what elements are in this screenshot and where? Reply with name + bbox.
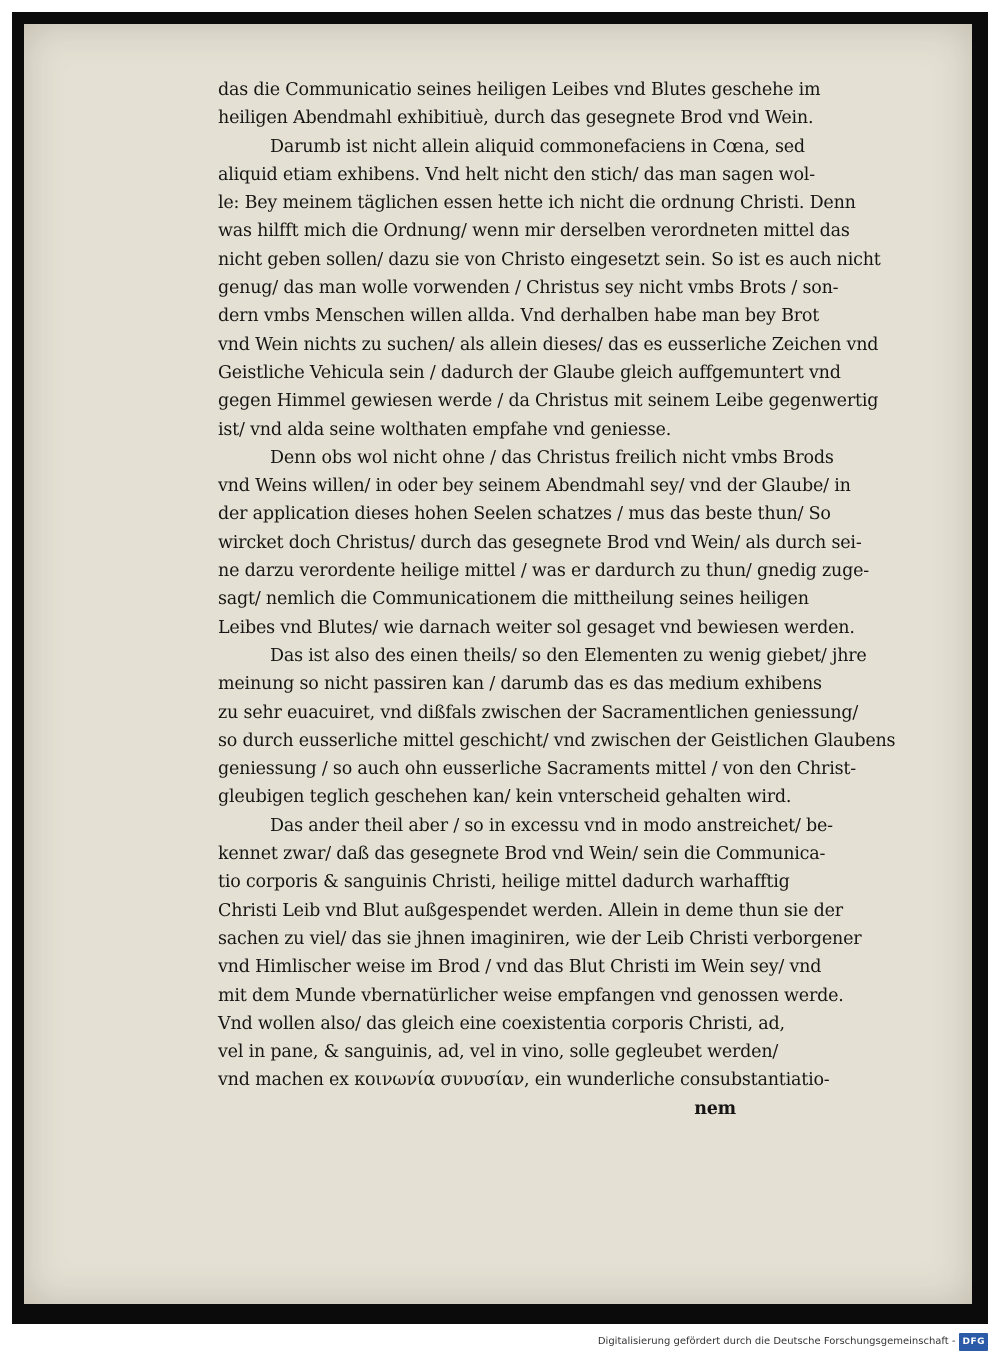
text-line: vnd machen ex κοινωνία συνυσίαν, ein wunderliche consubstantiatio-: [218, 1070, 830, 1091]
text-line: ist/ vnd alda seine wolthaten empfahe vnd geniesse.: [218, 419, 672, 440]
page-text: [218, 76, 896, 1123]
digitization-credit: [598, 1334, 988, 1350]
text-line: der application dieses hohen Seelen schatzes / mus das beste thun/ So: [218, 504, 831, 525]
text-line: wircket doch Christus/ durch das gesegnete Brod vnd Wein/ als durch sei-: [218, 532, 862, 553]
text-line: vnd Wein nichts zu suchen/ als allein dieses/ das es eusserliche Zeichen vnd: [218, 334, 879, 355]
text-line: gleubigen teglich geschehen kan/ kein vnterscheid gehalten wird.: [218, 787, 792, 808]
catchword: nem: [694, 1098, 736, 1119]
text-line: le: Bey meinem täglichen essen hette ich nicht die ordnung Christi. Denn: [218, 193, 856, 214]
text-line: Vnd wollen also/ das gleich eine coexistentia corporis Christi, ad,: [218, 1013, 785, 1034]
text-line: dern vmbs Menschen willen allda. Vnd derhalben habe man bey Brot: [218, 306, 820, 327]
text-line: Das ist also des einen theils/ so den Elementen zu wenig giebet/ jhre: [270, 645, 867, 666]
text-line: Christi Leib vnd Blut außgespendet werden. Allein in deme thun sie der: [218, 900, 843, 921]
text-line: genug/ das man wolle vorwenden / Christus sey nicht vmbs Brots / son-: [218, 278, 839, 299]
text-line: heiligen Abendmahl exhibitiuè, durch das gesegnete Brod vnd Wein.: [218, 108, 814, 129]
text-line: kennet zwar/ daß das gesegnete Brod vnd Wein/ sein die Communica-: [218, 844, 826, 865]
text-line: ne darzu verordente heilige mittel / was er dardurch zu thun/ gnedig zuge-: [218, 561, 869, 582]
dfg-logo: DFG: [959, 1333, 988, 1351]
text-line: Darumb ist nicht allein aliquid commonefaciens in Cœna, sed: [270, 136, 805, 157]
text-line: meinung so nicht passiren kan / darumb das es das medium exhibens: [218, 674, 822, 695]
text-line: aliquid etiam exhibens. Vnd helt nicht den stich/ das man sagen wol-: [218, 164, 815, 185]
credit-text: Digitalisierung gefördert durch die Deutsche Forschungsgemeinschaft -: [597, 1336, 956, 1347]
text-line: das die Communicatio seines heiligen Leibes vnd Blutes geschehe im: [218, 80, 821, 100]
text-line: Das ander theil aber / so in excessu vnd in modo anstreichet/ be-: [270, 815, 833, 836]
text-line: sagt/ nemlich die Communicationem die mittheilung seines heiligen: [218, 589, 809, 610]
text-line: Geistliche Vehicula sein / dadurch der Glaube gleich auffgemuntert vnd: [218, 362, 841, 383]
text-line: Leibes vnd Blutes/ wie darnach weiter sol gesaget vnd bewiesen werden.: [218, 617, 855, 638]
text-line: vnd Weins willen/ in oder bey seinem Abendmahl sey/ vnd der Glaube/ in: [218, 476, 851, 497]
text-line: zu sehr euacuiret, vnd dißfals zwischen der Sacramentlichen geniessung/: [218, 702, 859, 723]
text-line: vel in pane, & sanguinis, ad, vel in vino, solle gegleubet werden/: [218, 1042, 779, 1063]
text-line: mit dem Munde vbernatürlicher weise empfangen vnd genossen werde.: [218, 985, 844, 1006]
text-line: vnd Himlischer weise im Brod / vnd das Blut Christi im Wein sey/ vnd: [218, 957, 822, 978]
text-line: tio corporis & sanguinis Christi, heilige mittel dadurch warhafftig: [218, 872, 790, 893]
text-line: Denn obs wol nicht ohne / das Christus freilich nicht vmbs Brods: [270, 447, 834, 468]
text-line: was hilfft mich die Ordnung/ wenn mir derselben verordneten mittel das: [218, 221, 850, 242]
text-line: nicht geben sollen/ dazu sie von Christo eingesetzt sein. So ist es auch nicht: [218, 249, 881, 270]
text-line: sachen zu viel/ das sie jhnen imaginiren, wie der Leib Christi verborgener: [218, 928, 862, 949]
text-line: geniessung / so auch ohn eusserliche Sacraments mittel / von den Christ-: [218, 759, 856, 780]
text-line: gegen Himmel gewiesen werde / da Christus mit seinem Leibe gegenwertig: [218, 391, 879, 412]
text-line: so durch eusserliche mittel geschicht/ vnd zwischen der Geistlichen Glaubens: [218, 730, 896, 751]
